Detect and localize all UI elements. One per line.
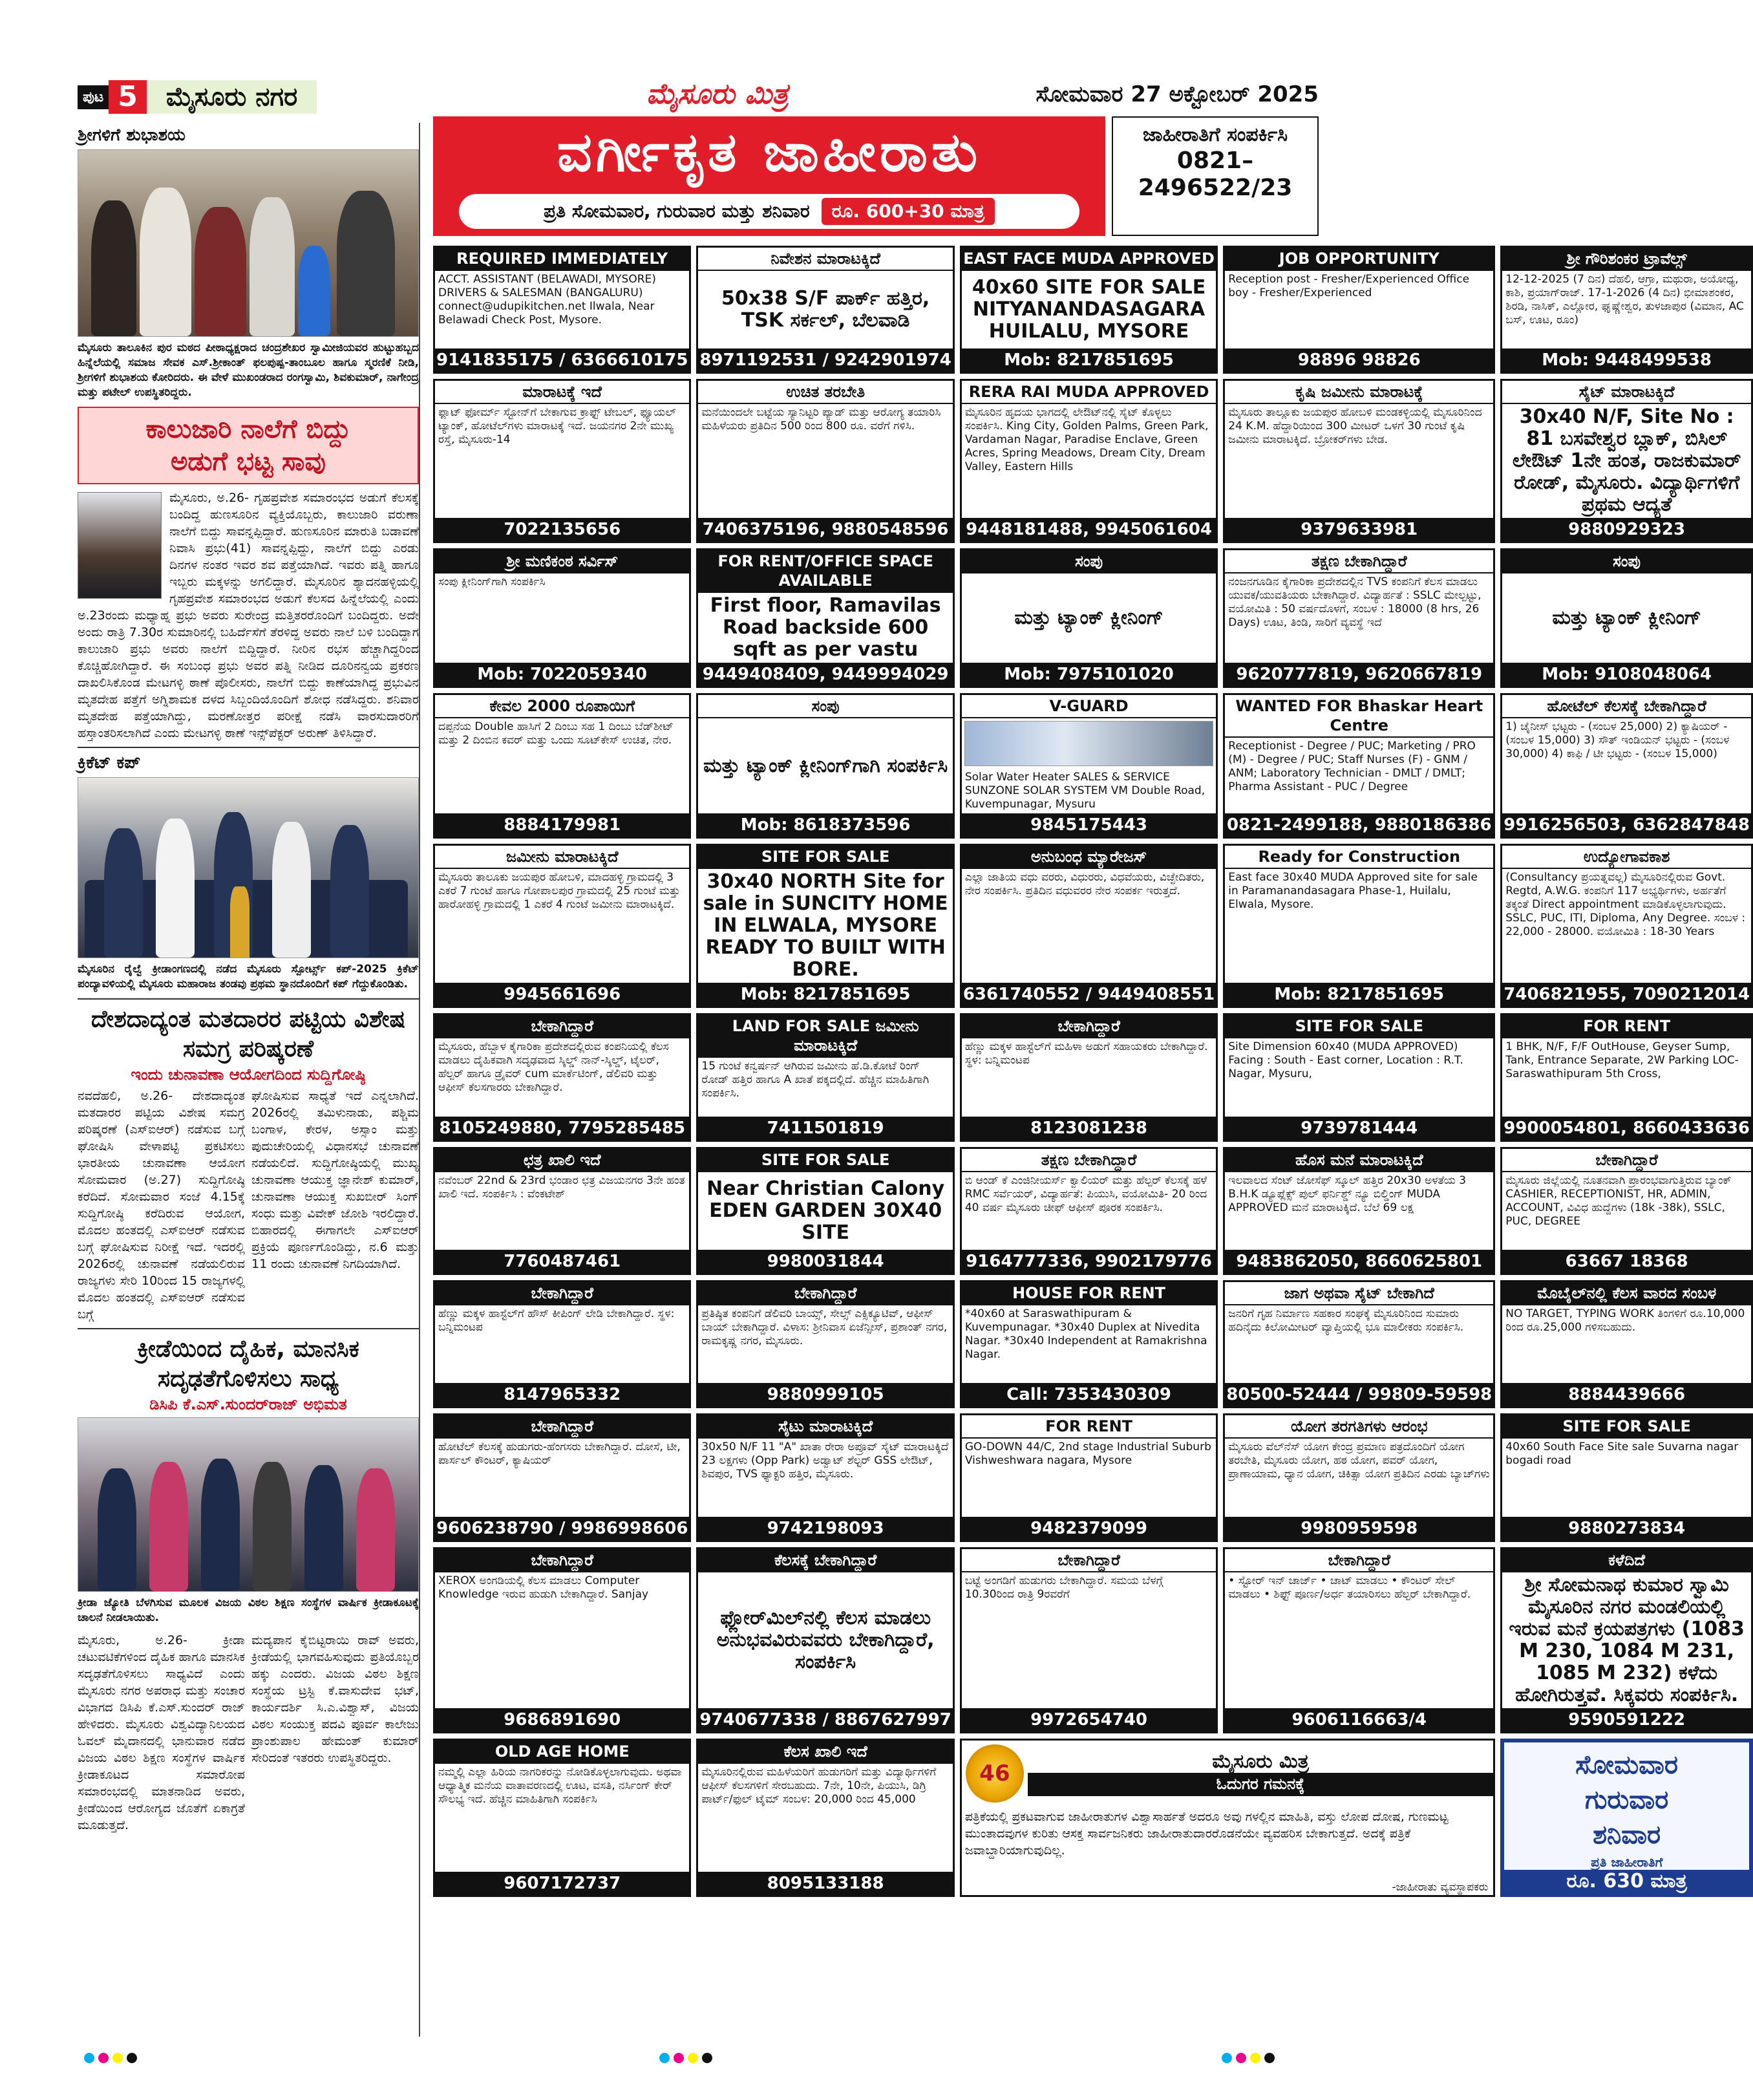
ad-phone: 9980031844 (698, 1250, 952, 1273)
ad-heading: ತಕ್ಷಣ ಬೇಕಾಗಿದ್ದಾರೆ (1225, 550, 1493, 573)
ad-heading: ಶ್ರೀ ಮಣಿಕಂಠ ಸರ್ವಿಸ್ (435, 550, 689, 573)
promo-day-1: ಸೋಮವಾರ (1575, 1750, 1679, 1780)
ad-phone: 0821-2499188, 9880186386 (1225, 813, 1493, 837)
ad-body: ಬಿ ಆಂಡ್ ಕೆ ಎಂಜಿನೀಯರ್ಸ್ ಕ್ವಾಲಿಯರ್ ಮತ್ತು ಹೆಲ್ಪರ್ ಕೆಲಸಕ್ಕೆ ಹಳೆ RMC ಸರ್ವೆಯರ್, ವಿದ್ಯಾರ್ಹತೆ: ಪಿಯುಸಿ, ವಯೋಮಿತಿ- 20 ರಿಂದ 40 ವರ್ಷ ಮೈಸೂರು ಚೀಫ್ ಆಫೀಸ್ ಪೂರಕ ಸಂಪರ್ಕಿಸಿ. (964, 1173, 1207, 1214)
ad-heading: SITE FOR SALE (698, 846, 952, 869)
headline-box (78, 407, 419, 484)
classifieds-schedule (459, 194, 1079, 229)
classified-ad (1500, 246, 1753, 374)
ad-body: GO-DOWN 44/C, 2nd stage Industrial Suburb Vishweshwara nagara, Mysore (964, 1441, 1211, 1468)
classified-ad (433, 1413, 691, 1541)
ad-phone: 9945661696 (435, 983, 689, 1006)
ad-body: Reception post - Fresher/Experienced Office boy - Fresher/Experienced (1228, 273, 1470, 299)
ad-heading: ಅನುಬಂಧ ಮ್ಯಾರೇಜಸ್ (962, 846, 1216, 869)
promo-label: ಪ್ರತಿ ಜಾಹೀರಾತಿಗೆ (1591, 1854, 1663, 1870)
classified-ad (1223, 548, 1495, 688)
ad-body: ಶ್ರೀ ಸೋಮನಾಥ ಕುಮಾರ ಸ್ವಾಮಿ ಮೈಸೂರಿನ ನಗರ ಮಂಡಲಿಯಲ್ಲಿ ಇರುವ ಮನೆ ಕ್ರಯಪತ್ರಗಳು (1083 M 230, 1084 M 231, 1085 M 232) ಕಳೆದು ಹೋಗಿರುತ್ತವೆ. ಸಿಕ್ಕವರು ಸಂಪರ್ಕಿಸಿ. (1509, 1573, 1745, 1706)
ad-heading: ಮೊಬೈಲ್‌ನಲ್ಲಿ ಕೆಲಸ ವಾರದ ಸಂಬಳ (1502, 1282, 1751, 1305)
ad-heading: ಕೆಲಸ ಖಾಲಿ ಇದೆ (698, 1741, 952, 1764)
classified-ad (1223, 844, 1495, 1008)
ad-body: ಮೈಸೂರು ಜಿಲ್ಲೆಯಲ್ಲಿ ನೂತನವಾಗಿ ಪ್ರಾರಂಭವಾಗುತ್ತಿರುವ ಬ್ಯಾಂಕ್ CASHIER, RECEPTIONIST, HR, ADMIN, ACCOUNT, ವಿವಿಧ ಹುದ್ದೆಗಳು (18k -38k), SSLC, PUC, DEGREE (1505, 1173, 1732, 1228)
ad-body: ಮೈಸೂರಿನ ಹೃದಯ ಭಾಗದಲ್ಲಿ ಲೇಔಟ್‌ನಲ್ಲಿ ಸೈಟ್ ಕೊಳ್ಳಲು ಸಂಪರ್ಕಿಸಿ. King City, Golden Palms, Green Park, Vardaman Nagar, Paradise Enclave, Green Acres, Spring Meadows, Dream City, Dream Valley, Eastern Hills (964, 406, 1209, 474)
classified-ad (960, 379, 1218, 543)
ad-heading: ಕೃಷಿ ಜಮೀನು ಮಾರಾಟಕ್ಕೆ (1225, 381, 1493, 404)
ad-heading: JOB OPPORTUNITY (1225, 248, 1493, 271)
subheadline: ಇಂದು ಚುನಾವಣಾ ಆಯೋಗದಿಂದ ಸುದ್ದಿಗೋಷ್ಠಿ (131, 1066, 366, 1084)
classified-ad (960, 1147, 1218, 1275)
classified-ad (1500, 1413, 1753, 1541)
ad-heading: LAND FOR SALE ಜಮೀನು ಮಾರಾಟಕ್ಕಿದೆ (698, 1015, 952, 1058)
ad-phone: Mob: 9108048064 (1502, 663, 1751, 686)
ad-heading: V-GUARD (962, 695, 1216, 718)
article-body: ಮೈಸೂರು, ಅ.26- ಕ್ರೀಡಾ ಚಟುವಟಿಕೆಗಳಿಂದ ದೈಹಿಕ ಹಾಗೂ ಮಾನಸಿಕ ಸದೃಢತೆಗೊಳಿಸಲು ಸಾಧ್ಯವಿದೆ ಎಂದು ಮೈಸೂರು ನಗರ ಅಪರಾಧ ಮತ್ತು ಸಂಚಾರ ವಿಭಾಗದ ಡಿಸಿಪಿ ಕೆ.ಎಸ್.ಸುಂದರ್ ರಾಜ್ ಹೇಳಿದರು. ಮೈಸೂರು ವಿಶ್ವವಿದ್ಯಾನಿಲಯದ ಓವಲ್ ಮೈದಾನದಲ್ಲಿ ಭಾನುವಾರ ನಡೆದ ವಿಜಯ ವಿಠಲ ಶಿಕ್ಷಣ ಸಂಸ್ಥೆಗಳ ವಾರ್ಷಿಕ ಕ್ರೀಡಾಕೂಟದ ಸಮಾರೋಪ ಸಮಾರಂಭದಲ್ಲಿ ಮಾತನಾಡಿದ ಅವರು, ಕ್ರೀಡೆಯಿಂದ ಆರೋಗ್ಯದ ಜೊತೆಗೆ ಏಕಾಗ್ರತೆ ಮೂಡುತ್ತದೆ. (78, 1633, 245, 1832)
ad-heading: ತಕ್ಷಣ ಬೇಕಾಗಿದ್ದಾರೆ (962, 1149, 1216, 1172)
schedule-days: ಪ್ರತಿ ಸೋಮವಾರ, ಗುರುವಾರ ಮತ್ತು ಶನಿವಾರ (544, 200, 810, 222)
classified-ad (433, 693, 691, 839)
ad-heading: ಸಂಪು (698, 695, 952, 718)
classified-ad (960, 1013, 1218, 1141)
classified-ad (696, 1413, 954, 1541)
ad-phone: 7406375196, 9880548596 (698, 518, 952, 541)
solar-heater-image (964, 721, 1213, 766)
ad-heading: WANTED FOR Bhaskar Heart Centre (1225, 695, 1493, 738)
classifieds-banner (433, 116, 1319, 236)
classified-ad (696, 844, 954, 1008)
ad-body: 30x40 NORTH Site for sale in SUNCITY HOME IN ELWALA, MYSORE READY TO BUILT WITH BORE. (703, 870, 948, 981)
classified-ad (1223, 246, 1495, 374)
ad-body: ಎಲ್ಲಾ ಜಾತಿಯ ವಧು ವರರು, ವಿಧುರರು, ವಿಧವೆಯರು, ವಿಚ್ಛೇದಿತರು, ನೇರ ಸಂಪರ್ಕಿಸಿ. ಪ್ರತಿದಿನ ವಧುವರರ ನೇರ ಸಂಪರ್ಕ ಇರುತ್ತದೆ. (964, 871, 1205, 898)
ad-body: Site Dimension 60x40 (MUDA APPROVED) Facing : South - East corner, Location : R.T. Nagar, Mysuru, (1228, 1040, 1463, 1081)
ad-heading: ಶ್ರೀ ಗೌರಿಶಂಕರ ಟ್ರಾವೆಲ್ಸ್ (1502, 248, 1751, 271)
promo-day-3: ಶನಿವಾರ (1593, 1819, 1661, 1850)
classified-ad (960, 548, 1218, 688)
classified-ad (1223, 379, 1495, 543)
ad-heading: ಕೇವಲ 2000 ರೂಪಾಯಿಗೆ (435, 695, 689, 718)
article-body: ಮೈಸೂರು, ಅ.26- ಗೃಹಪ್ರವೇಶ ಸಮಾರಂಭದ ಅಡುಗೆ ಕೆಲಸಕ್ಕೆ ಬಂದಿದ್ದ ಹುಣಸೂರಿನ ವ್ಯಕ್ತಿಯೊಬ್ಬರು, ಕಾಲುಜಾರಿ ವರುಣಾ ನಾಲೆಗೆ ಬಿದ್ದು ಸಾವನ್ನಪ್ಪಿದ್ದಾರೆ. ಹುಣಸೂರಿನ ಮಾರುತಿ ಬಡಾವಣೆ ನಿವಾಸಿ ಪ್ರಭು(41) ಸಾವನ್ನಪ್ಪಿದ್ದು, ನಾಲೆಗೆ ಬಿದ್ದು ಎರಡು ದಿನಗಳ ನಂತರ ಇವರ ಶವ ಪತ್ತೆಯಾಗಿದೆ. ಇವರು ಪತ್ನಿ ಹಾಗೂ ಇಬ್ಬರು ಮಕ್ಕಳನ್ನು ಅಗಲಿದ್ದಾರೆ. ಮೈಸೂರಿನ ಶ್ಯಾದನಹಳ್ಳಿಯಲ್ಲಿ ಗೃಹಪ್ರವೇಶ ಸಮಾರಂಭದ ಅಡುಗೆ ಕೆಲಸದ ಹಿನ್ನೆಲೆಯಲ್ಲಿ ಎಂದು ಅ.23ರಂದು ಮಧ್ಯಾಹ್ನ ಪ್ರಭು ಅವರು ಸುರೇಂದ್ರ ಮತ್ತಿತರರೊಂದಿಗೆ ಬಂದಿದ್ದರು. ಅದೇ ಅಂದು ರಾತ್ರಿ 7.30ರ ಸುಮಾರಿನಲ್ಲಿ ಬಹಿರ್ದೆಸೆಗೆ ತೆರಳಿದ್ದ ಅವರು ನಾಲೆ ಬಳಿ ಬಂದಿದ್ದಾಗ ಕಾಲುಜಾರಿ ಪ್ರಭು ಅವರು ನಾಲೆಗೆ ಬಿದ್ದಿದ್ದಾರೆ. ನೀರಿನ ರಭಸ ಹೆಚ್ಚಾಗಿದ್ದರಿಂದ ಕೊಚ್ಚಿಹೋಗಿದ್ದಾರೆ. ಈ ಸಂಬಂಧ ಪ್ರಭು ಅವರ ಪತ್ನಿ ನೀಡಿದ ದೂರಿನನ್ವಯ ಪ್ರಕರಣ ದಾಖಲಿಸಿಕೊಂಡ ಮೇಟಗಳ್ಳಿ ಠಾಣೆ ಪೊಲೀಸರು, ನಾಲೆಗೆ ಬಿದ್ದು ಕಾಣೆಯಾಗಿದ್ದ ಪ್ರಭುವಿನ ಮೃತದೇಹ ಪತ್ತೆಗೆ ಅಗ್ನಿಶಾಮಕ ದಳದ ಸಿಬ್ಬಂದಿಯೊಂದಿಗೆ ಶೋಧ ನಡೆಸಿದ್ದರು. ಶನಿವಾರ ಮೃತದೇಹ ಪತ್ತೆಯಾಗಿದ್ದು, ಮರಣೋತ್ತರ ಪರೀಕ್ಷೆ ನಡೆಸಿ ವಾರಸುದಾರರಿಗೆ ಹಸ್ತಾಂತರಿಸಲಾಗಿದೆ ಎಂದು ಮೇಟಗಳ್ಳಿ ಠಾಣೆ ಇನ್ಸ್‌ಪೆಕ್ಟರ್ ಅರುಣ್ ತಿಳಿಸಿದ್ದಾರೆ. (78, 491, 419, 740)
registration-marks (659, 2053, 712, 2063)
classified-ad (696, 1013, 954, 1141)
classified-ad (1500, 379, 1753, 543)
headline-line-2: ಅಡುಗೆ ಭಟ್ಟ ಸಾವು (171, 447, 326, 477)
ad-phone: 8095133188 (698, 1872, 952, 1895)
ad-heading: OLD AGE HOME (435, 1741, 689, 1764)
registration-marks (84, 2053, 137, 2063)
story-kicker: ಕ್ರಿಕೆಟ್ ಕಪ್ (78, 753, 141, 773)
section-name: ಮೈಸೂರು ನಗರ (147, 80, 317, 114)
ad-body: 15 ಗುಂಟೆ ಕನ್ವರ್ಷನ್ ಆಗಿರುವ ಜಮೀನು ಹೆ.ಡಿ.ಕೋಟೆ ರಿಂಗ್ ರೋಡ್ ಹತ್ತಿರ ಹಾಗೂ A ಖಾತೆ ಪಕ್ಕದಲ್ಲಿದೆ. ಹೆಚ್ಚಿನ ಮಾಹಿತಿಗಾಗಿ ಸಂಪರ್ಕಿಸಿ. (701, 1060, 930, 1100)
ad-phone: 9845175443 (962, 813, 1216, 837)
article-body: ನವದೆಹಲಿ, ಅ.26- ದೇಶದಾದ್ಯಂತ ಮತದಾರರ ಪಟ್ಟಿಯ ವಿಶೇಷ ಸಮಗ್ರ ಪರಿಷ್ಕರಣೆ (ಎಸ್‌ಐಆರ್) ನಡೆಸುವ ಬಗ್ಗೆ ಘೋಷಿಸಿ ವೇಳಾಪಟ್ಟಿ ಪ್ರಕಟಿಸಲು ಭಾರತೀಯ ಚುನಾವಣಾ ಆಯೋಗ ಸೋಮವಾರ (ಅ.27) ಸುದ್ದಿಗೋಷ್ಠಿ ಕರೆದಿದೆ. ಸೋಮವಾರ ಸಂಜೆ 4.15ಕ್ಕೆ ಸುದ್ದಿಗೋಷ್ಠಿ ಕರೆದಿರುವ ಆಯೋಗ, ಮೊದಲ ಹಂತದಲ್ಲಿ ಎಸ್‌ಐಆರ್ ನಡೆಸುವ ಬಗ್ಗೆ ಘೋಷಿಸುವ ನಿರೀಕ್ಷೆ ಇದೆ. ಇದರಲ್ಲಿ 2026ರಲ್ಲಿ ಚುನಾವಣೆ ನಡೆಯಲಿರುವ ರಾಜ್ಯಗಳು ಸೇರಿ 10ರಿಂದ 15 ರಾಜ್ಯಗಳಲ್ಲಿ ಮೊದಲ ಹಂತದಲ್ಲಿ ಎಸ್‌ಐಆರ್ ನಡೆಸುವ ಬಗ್ಗೆ (78, 1089, 245, 1322)
ad-heading: ಬೇಕಾಗಿದ್ದಾರೆ (1502, 1149, 1751, 1172)
ad-heading: ಸೈಟ್ ಮಾರಾಟಕ್ಕಿದೆ (1502, 381, 1751, 404)
classified-ad (1223, 1147, 1495, 1275)
ad-body: 12-12-2025 (7 ದಿನ) ದೆಹಲಿ, ಆಗ್ರಾ, ಮಥುರಾ, ಅಯೋಧ್ಯ, ಕಾಶಿ, ಪ್ರಯಾಗ್‌ರಾಜ್. 17-1-2026 (4 ದಿನ) ಭೀಮಾಶಂಕರ, ಶಿರಡಿ, ನಾಸಿಕ್, ಎಲ್ಲೋರ, ಘೃಷ್ಣೇಶ್ವರ, ತುಳಜಾಪುರ (ವಿಮಾನ, AC ಬಸ್, ಊಟ, ರೂಂ) (1505, 273, 1744, 327)
classified-ad (1500, 1013, 1753, 1141)
ad-heading: ಕಳೆದಿದೆ (1502, 1549, 1751, 1572)
ad-body: ಮತ್ತು ಟ್ಯಾಂಕ್ ಕ್ಲೀನಿಂಗ್‌ಗಾಗಿ ಸಂಪರ್ಕಿಸಿ (703, 754, 948, 777)
classified-ad (696, 693, 954, 839)
ad-body: ACCT. ASSISTANT (BELAWADI, MYSORE) DRIVERS & SALESMAN (BANGALURU) connect@udupikitchen.net Ilwala, Near Belawadi Check Post, Mysore. (438, 273, 656, 327)
ad-phone: 9483862050, 8660625801 (1225, 1250, 1493, 1273)
ad-phone: 8884439666 (1502, 1383, 1751, 1406)
classified-ad (1500, 548, 1753, 688)
classifieds-title: ವರ್ಗೀಕೃತ ಜಾಹೀರಾತು (557, 120, 982, 184)
ad-heading: ಸಂಪು (1502, 550, 1751, 573)
headline: ಕ್ರೀಡೆಯಿಂದ ದೈಹಿಕ, ಮಾನಸಿಕ ಸದೃಢತೆಗೊಳಿಸಲು ಸಾಧ್ಯ (137, 1336, 359, 1392)
ad-heading: ಬೇಕಾಗಿದ್ದಾರೆ (435, 1015, 689, 1038)
ad-phone: Mob: 8618373596 (698, 813, 952, 837)
page-tag (78, 80, 317, 114)
ad-body: ಫ್ಲೋರ್‌ಮಿಲ್‌ನಲ್ಲಿ ಕೆಲಸ ಮಾಡಲು ಅನುಭವವಿರುವವರು ಬೇಕಾಗಿದ್ದಾರೆ, ಸಂಪರ್ಕಿಸಿ (716, 1606, 935, 1673)
classified-ad (960, 1547, 1218, 1733)
classified-ad (696, 1739, 954, 1897)
ad-body: ಮೈಸೂರು ತಾಲ್ಲೂಕು ಜಯಪುರ ಹೋಬಳಿ ಮಂಡಕಳ್ಳಿಯಲ್ಲಿ ಮೈಸೂರಿನಿಂದ 24 K.M. ಹೆದ್ದಾರಿಯಿಂದ 300 ಮೀಟರ್ ಒಳಗೆ 30 ಗುಂಟೆ ಕೃಷಿ ಜಮೀನು ಮಾರಾಟಕ್ಕಿದೆ. ಬ್ರೋಕರ್‌ಗಳು ಬೇಡ. (1228, 406, 1482, 447)
ad-body: ನವೆಂಬರ್ 22nd & 23rd ಭಂಡಾರ ಛತ್ರ ವಿಜಯನಗರ 3ನೇ ಹಂತ ಖಾಲಿ ಇದೆ. ಸಂಪರ್ಕಿಸಿ : ವೆಂಕಟೇಶ್ (438, 1173, 685, 1201)
ad-heading: ಹೋಟೆಲ್ ಕೆಲಸಕ್ಕೆ ಬೇಕಾಗಿದ್ದಾರೆ (1502, 695, 1751, 718)
ad-body: 40x60 South Face Site sale Suvarna nagar bogadi road (1505, 1441, 1739, 1468)
classified-ad (433, 246, 691, 374)
anniversary-logo: 46 (966, 1744, 1024, 1803)
page-label: ಪುಟ (78, 85, 109, 109)
ad-phone: 9972654740 (962, 1708, 1216, 1731)
classified-ad (433, 1547, 691, 1733)
ad-heading: FOR RENT/OFFICE SPACE AVAILABLE (698, 550, 952, 593)
ad-body: 30x40 N/F, Site No : 81 ಬಸವೇಶ್ವರ ಬ್ಲಾಕ್, ಬಿಸಿಲ್ ಲೇಔಟ್ 1ನೇ ಹಂತ, ರಾಜಕುಮಾರ್ ರೋಡ್, ಮೈಸೂರು. ವಿದ್ಯಾರ್ಥಿಗಳಿಗೆ ಪ್ರಥಮ ಆದ್ಯತೆ (1512, 405, 1741, 517)
ad-body: 1 BHK, N/F, F/F OutHouse, Geyser Sump, Tank, Entrance Separate, 2W Parking LOC-Saraswathipuram 5th Cross, (1505, 1040, 1739, 1081)
classified-ad (696, 1280, 954, 1408)
ad-phone: 7022135656 (435, 518, 689, 541)
ad-phone: 8884179981 (435, 813, 689, 837)
ad-phone: 9482379099 (962, 1517, 1216, 1540)
ad-phone: 8147965332 (435, 1383, 689, 1406)
ad-phone: 9590591222 (1502, 1708, 1751, 1731)
ad-body: ನಂಜನಗೂಡಿನ ಕೈಗಾರಿಕಾ ಪ್ರದೇಶದಲ್ಲಿನ TVS ಕಂಪನಿಗೆ ಕೆಲಸ ಮಾಡಲು ಯುವಕ/ಯುವತಿಯರು ಬೇಕಾಗಿದ್ದಾರೆ. ವಿದ್ಯಾರ್ಹತೆ : SSLC ಮೇಲ್ಪಟ್ಟು, ವಯೋಮಿತಿ : 50 ವರ್ಷದೊಳಗೆ, ಸಂಬಳ : 18000 (8 hrs, 26 Days) ಊಟ, ತಿಂಡಿ, ಸಾರಿಗೆ ವ್ಯವಸ್ಥೆ ಇದೆ (1228, 575, 1482, 630)
ad-heading: ಸೈಟು ಮಾರಾಟಕ್ಕಿದೆ (698, 1415, 952, 1439)
classified-ad (1500, 1280, 1753, 1408)
ad-heading: ಬೇಕಾಗಿದ್ದಾರೆ (962, 1549, 1216, 1572)
ad-phone: 9880999105 (698, 1383, 952, 1406)
ad-heading: ಜಮೀನು ಮಾರಾಟಕ್ಕಿದೆ (435, 846, 689, 869)
pricing-promo (1500, 1739, 1753, 1897)
ad-phone: Mob: 7975101020 (962, 663, 1216, 686)
classified-ad (1500, 1147, 1753, 1275)
classified-ad (433, 1739, 691, 1897)
classified-ad (696, 548, 954, 688)
ad-heading: ಯೋಗ ತರಗತಿಗಳು ಆರಂಭ (1225, 1415, 1493, 1439)
victim-portrait (78, 492, 162, 599)
ad-body: ಹೆಣ್ಣು ಮಕ್ಕಳ ಹಾಸ್ಟೆಲ್‌ಗೆ ಹೌಸ್ ಕೀಪಿಂಗ್ ಲೇಡಿ ಬೇಕಾಗಿದ್ದಾರೆ. ಸ್ಥಳ: ಬನ್ನಿಮಂಟಪ (438, 1307, 675, 1334)
ad-phone: 9606116663/4 (1225, 1708, 1493, 1731)
headline-line-1: ಕಾಲುಜಾರಿ ನಾಲೆಗೆ ಬಿದ್ದು (145, 414, 351, 444)
classified-ad (696, 1547, 954, 1733)
news-photo (78, 149, 419, 337)
ad-body: XEROX ಅಂಗಡಿಯಲ್ಲಿ ಕೆಲಸ ಮಾಡಲು Computer Knowledge ಇರುವ ಹುಡುಗಿ ಬೇಕಾಗಿದ್ದಾರೆ. Sanjay (438, 1574, 649, 1601)
classified-ad (960, 693, 1218, 839)
classified-ad (960, 1413, 1218, 1541)
classified-ad (1500, 844, 1753, 1008)
ad-phone: 9880929323 (1502, 518, 1751, 541)
ad-phone: 9740677338 / 8867627997 (698, 1708, 952, 1731)
ad-body: ಮೈಸೂರು ತಾಲೂಕು ಜಯಪುರ ಹೋಬಳಿ, ಮಾದಹಳ್ಳಿ ಗ್ರಾಮದಲ್ಲಿ 3 ಎಕರೆ 7 ಗುಂಟೆ ಹಾಗೂ ಗೋಪಾಲಪುರ ಗ್ರಾಮದಲ್ಲಿ 25 ಗುಂಟೆ ಮತ್ತು ಹಾರೋಹಳ್ಳಿ ಗ್ರಾಮದಲ್ಲಿ 1 ಎಕರೆ 4 ಗುಂಟೆ ಜಮೀನು ಮಾರಾಟಕ್ಕಿದೆ. (438, 871, 680, 912)
classified-ad (433, 379, 691, 543)
ad-heading: Ready for Construction (1225, 846, 1493, 869)
article-body: ಮದ್ಯಪಾನ ಕೈಬಿಟ್ಟರಾಯಿ ರಾವ್ ಅವರು, ಕ್ರೀಡೆಯಲ್ಲಿ ಭಾಗವಹಿಸುವುದು ಪ್ರತಿಯೊಬ್ಬರ ಹಕ್ಕು ಎಂದರು. ವಿಜಯ ವಿಠಲ ಶಿಕ್ಷಣ ಸಂಸ್ಥೆಯ ಟ್ರಸ್ಟಿ ಕೆ.ವಾಸುದೇವ ಭಟ್, ಕಾರ್ಯದರ್ಶಿ ಸಿ.ಎ.ವಿಶ್ವಾಸ್, ವಿಜಯ ವಿಠಲ ಸಂಯುಕ್ತ ಪದವಿ ಪೂರ್ವ ಕಾಲೇಜು ಪ್ರಾಂಶುಪಾಲ ಹೇಮಂತ್ ಕುಮಾರ್ ಸೇರಿದಂತೆ ಇತರರು ಉಪಸ್ಥಿತರಿದ್ದರು. (251, 1633, 419, 1765)
ad-body: • ಸ್ಟೋರ್ ಇನ್ ಚಾರ್ಜ್ • ಚಾಟ್ ಮಾಡಲು • ಕೌಂಟರ್ ಸೇಲ್ ಮಾಡಲು • ಶಿಫ್ಟ್ ಪೂರ್ಣ/ಅರ್ಧ ತಯಾರಿಸಲು ಹೆಲ್ಪರ್ ಬೇಕಾಗಿದ್ದಾರೆ. (1228, 1574, 1471, 1601)
classified-ad (433, 548, 691, 688)
ad-heading: ಬೇಕಾಗಿದ್ದಾರೆ (435, 1549, 689, 1572)
ad-phone: 9880273834 (1502, 1517, 1751, 1540)
classified-ad (1500, 1547, 1753, 1733)
ad-body: ಮೈಸೂರು ವೆಲ್‌ನೆಸ್ ಯೋಗ ಕೇಂದ್ರ ಪ್ರಮಾಣ ಪತ್ರದೊಂದಿಗೆ ಯೋಗ ತರಬೇತಿ, ಮೈಸೂರು ಯೋಗ, ಹಠ ಯೋಗ, ಪವರ್ ಯೋಗ, ಪ್ರಾಣಾಯಾಮ, ಧ್ಯಾನ ಯೋಗ, ಚಿಕಿತ್ಸಾ ಯೋಗ ಪ್ರತಿದಿನ ಎರಡು ಬ್ಯಾಚ್‌ಗಳು (1228, 1441, 1490, 1481)
ad-body: ಮೈಸೂರು, ಹೆಬ್ಬಾಳ ಕೈಗಾರಿಕಾ ಪ್ರದೇಶದಲ್ಲಿರುವ ಕಂಪನಿಯಲ್ಲಿ ಕೆಲಸ ಮಾಡಲು ದೈಹಿಕವಾಗಿ ಸದೃಢವಾದ ಸ್ಕಿಲ್ಡ್ ನಾನ್-ಸ್ಕಿಲ್ಡ್, ಟೈಲರ್, ಹೆಲ್ಪರ್ ಹಾಗೂ ಡ್ರೈವರ್ cum ಮಾರ್ಕೆಟಿಂಗ್, ಡೆಲಿವರಿ ಮತ್ತು ಆಫೀಸ್ ಕೆಲಸಗಾರರು ಬೇಕಾಗಿದ್ದಾರೆ. (438, 1040, 669, 1095)
ad-phone: 9686891690 (435, 1708, 689, 1731)
ad-heading: ಉಚಿತ ತರಬೇತಿ (698, 381, 952, 404)
ad-body: East face 30x40 MUDA Approved site for sale in Paramanandasagara Phase-1, Huilalu, Elwala, Mysore. (1228, 871, 1478, 912)
notice-body: ಪತ್ರಿಕೆಯಲ್ಲಿ ಪ್ರಕಟವಾಗುವ ಜಾಹೀರಾತುಗಳ ವಿಶ್ವಾಸಾರ್ಹತೆ ಅದರೂ ಅವು ಗಳಲ್ಲಿನ ಮಾಹಿತಿ, ವಸ್ತು ಲೋಪ ದೋಷ, ಗುಣಮಟ್ಟ ಮುಂತಾದವುಗಳ ಕುರಿತು ಆಸಕ್ತ ಸಾರ್ವಜನಿಕರು ಜಾಹೀರಾತುದಾರರೊಡನೆಯೇ ವ್ಯವಹರಿಸ ಬೇಕಾಗುತ್ತದೆ. ಅದಕ್ಕೆ ಪತ್ರಿಕೆ ಜವಾಬ್ದಾರಿಯಾಗುವುದಿಲ್ಲ. (964, 1809, 1449, 1858)
classified-ad (1500, 693, 1753, 839)
classified-ad (433, 1280, 691, 1408)
ad-heading: SITE FOR SALE (1502, 1415, 1751, 1439)
subheadline: ಡಿಸಿಪಿ ಕೆ.ಎಸ್.ಸುಂದರ್‌ರಾಜ್ ಅಭಿಮತ (149, 1395, 347, 1413)
ad-body: ಇಲವಾಲದ ಸೆಂಟ್ ಜೋಸೆಫ್ ಸ್ಕೂಲ್ ಹತ್ತಿರ 20x30 ಅಳತೆಯ 3 B.H.K ಡ್ಯೂಪ್ಲೆಕ್ಸ್ ಪುಲ್ ಫರ್ನಿಶ್ಡ್ ನ್ಯೂ ಬಿಲ್ಡಿಂಗ್ MUDA APPROVED ಮನೆ ಮಾರಾಟಕ್ಕಿದೆ. ಬೆಲೆ 69 ಲಕ್ಷ (1228, 1173, 1467, 1214)
ad-heading: ಛತ್ರ ಖಾಲಿ ಇದೆ (435, 1149, 689, 1172)
notice-title: ಓದುಗರ ಗಮನಕ್ಕೆ (1028, 1773, 1493, 1796)
classified-ad (433, 1147, 691, 1275)
classified-ad (1223, 1013, 1495, 1141)
classified-ad (960, 1280, 1218, 1408)
ad-heading: ಮಾರಾಟಕ್ಕೆ ಇದೆ (435, 381, 689, 404)
contact-phone: 2496522/23 (1138, 175, 1293, 201)
photo-caption: ಕ್ರೀಡಾ ಜ್ಯೋತಿ ಬೆಳಗಿಸುವ ಮೂಲಕ ವಿಜಯ ವಿಠಲ ಶಿಕ್ಷಣ ಸಂಸ್ಥೆಗಳ ವಾರ್ಷಿಕ ಕ್ರೀಡಾಕೂಟಕ್ಕೆ ಚಾಲನೆ ನೀಡಲಾಯಿತು. (78, 1596, 419, 1624)
ad-body: ಬಟ್ಟೆ ಅಂಗಡಿಗೆ ಹುಡುಗರು ಬೇಕಾಗಿದ್ದಾರೆ. ಸಮಯ ಬೆಳಗ್ಗೆ 10.30ರಿಂದ ರಾತ್ರಿ 9ರವರೆಗೆ (964, 1574, 1163, 1601)
ad-body: ಮೈಸೂರಿನಲ್ಲಿರುವ ಮಹಿಳೆಯರಿಗೆ ಹುಡುಗರಿಗೆ ಮತ್ತು ವಿದ್ಯಾರ್ಥಿಗಳಿಗೆ ಆಫೀಸ್ ಕೆಲಸಗಳಿಗೆ ಸೇರಬಹುದು. 7ನೇ, 10ನೇ, ಪಿಯುಸಿ, ಡಿಗ್ರಿ ಪಾರ್ಟ್/ಫುಲ್ ಟೈಮ್ ಸಂಬಳ: 20,000 ರಿಂದ 45,000 (701, 1765, 937, 1806)
photo-caption: ಮೈಸೂರಿನ ರೈಲ್ವೆ ಕ್ರೀಡಾಂಗಣದಲ್ಲಿ ನಡೆದ ಮೈಸೂರು ಸ್ಪೋರ್ಟ್ಸ್ ಕಪ್-2025 ಕ್ರಿಕೆಟ್ ಪಂದ್ಯಾವಳಿಯಲ್ಲಿ ಮೈಸೂರು ಮಹಾರಾಜ ತಂಡವು ಪ್ರಥಮ ಸ್ಥಾನದೊಂದಿಗೆ ಕಪ್ ಗೆದ್ದುಕೊಂಡಿತು. (78, 963, 419, 991)
ad-phone: 9916256503, 6362847848 (1502, 813, 1751, 837)
ad-heading: EAST FACE MUDA APPROVED (962, 248, 1216, 271)
article-body: ಘೋಷಿಸುವ ಸಾಧ್ಯತೆ ಇದೆ ಎನ್ನಲಾಗಿದೆ. 2026ರಲ್ಲಿ ತಮಿಳುನಾಡು, ಪಶ್ಚಿಮ ಬಂಗಾಳ, ಕೇರಳ, ಅಸ್ಸಾಂ ಮತ್ತು ಪುದುಚೇರಿಯಲ್ಲಿ ವಿಧಾನಸಭೆ ಚುನಾವಣೆ ನಡೆಯಲಿದೆ. ಸುದ್ದಿಗೋಷ್ಠಿಯಲ್ಲಿ ಮುಖ್ಯ ಚುನಾವಣಾ ಆಯುಕ್ತ ಜ್ಞಾನೇಶ್ ಕುಮಾರ್, ಚುನಾವಣಾ ಆಯುಕ್ತ ಸುಖಬೀರ್ ಸಿಂಗ್ ಸಂಧು ಮತ್ತು ವಿವೇಕ್ ಜೋಶಿ ಇರಲಿದ್ದಾರೆ. ಬಿಹಾರದಲ್ಲಿ ಈಗಾಗಲೇ ಎಸ್‌ಐಆರ್ ಪ್ರಕ್ರಿಯೆ ಪೂರ್ಣಗೊಂಡಿದ್ದು, ನ.6 ಮತ್ತು 11 ರಂದು ಚುನಾವಣೆ ನಿಗದಿಯಾಗಿದೆ. (251, 1089, 419, 1271)
ad-body: 40x60 SITE FOR SALE NITYANANDASAGARA HUILALU, MYSORE (972, 276, 1206, 343)
readers-notice (960, 1739, 1495, 1897)
notice-brand: ಮೈಸೂರು ಮಿತ್ರ (1212, 1750, 1309, 1773)
ad-phone: 9620777819, 9620667819 (1225, 663, 1493, 686)
ad-heading: ಬೇಕಾಗಿದ್ದಾರೆ (1225, 1549, 1493, 1572)
ad-heading: FOR RENT (962, 1415, 1216, 1439)
story-kicker: ಶ್ರೀಗಳಿಗೆ ಶುಭಾಶಯ (78, 125, 186, 145)
ad-phone: 9164777336, 9902179776 (962, 1250, 1216, 1273)
ad-heading: ಬೇಕಾಗಿದ್ದಾರೆ (698, 1282, 952, 1305)
promo-price: ರೂ. 630 ಮಾತ್ರ (1504, 1870, 1749, 1893)
classified-ad (960, 844, 1218, 1008)
news-column (78, 123, 420, 2037)
contact-prefix: 0821– (1176, 147, 1254, 174)
classified-ad (1223, 693, 1495, 839)
ad-heading: HOUSE FOR RENT (962, 1282, 1216, 1305)
classified-ad (696, 1147, 954, 1275)
ad-phone: Mob: 8217851695 (962, 348, 1216, 372)
ad-body: Near Christian Calony EDEN GARDEN 30X40 SITE (707, 1177, 945, 1244)
ad-heading: ಬೇಕಾಗಿದ್ದಾರೆ (962, 1015, 1216, 1038)
ad-body: (Consultancy ಪ್ರಯತ್ನವಲ್ಲ) ಮೈಸೂರಿನಲ್ಲಿರುವ Govt. Regtd, A.W.G. ಕಂಪನಿಗೆ 117 ಅಭ್ಯರ್ಥಿಗಳು, ಅರ್ಹತೆಗೆ ತಕ್ಕಂತೆ Direct appointment ಮಾಡಿಕೊಳ್ಳಲಾಗುವುದು. SSLC, PUC, ITI, Diploma, Any Degree. ಸಂಬಳ : 22,000 - 28000. ವಯೋಮಿತಿ : 18-30 Years (1505, 871, 1746, 939)
ad-heading: ಜಾಗ ಅಥವಾ ಸೈಟ್ ಬೇಕಾಗಿದೆ (1225, 1282, 1493, 1305)
classified-ad (433, 1013, 691, 1141)
ad-body: Receptionist - Degree / PUC; Marketing / PRO (M) - Degree / PUC; Staff Nurses (F) - GNM / ANM; Laboratory Technician - DMLT / DMLT; Pharma Assistant - PUC / Degree (1228, 740, 1476, 794)
ad-phone: 98896 98826 (1225, 348, 1493, 372)
ad-body: ಸಂಪು ಕ್ಲೀನಿಂಗ್‌ಗಾಗಿ ಸಂಪರ್ಕಿಸಿ (438, 575, 546, 589)
classified-ad (960, 246, 1218, 374)
ad-body: ಜನರಿಗೆ ಗೃಹ ನಿರ್ಮಾಣ ಸಹಕಾರ ಸಂಘಕ್ಕೆ ಮೈಸೂರಿನಿಂದ ಸುಮಾರು ಹದಿನೈದು ಕಿಲೋಮೀಟರ್ ವ್ಯಾಪ್ತಿಯಲ್ಲಿ ಭೂ ಮಾಲೀಕರು ಸಂಪರ್ಕಿಸಿ. (1228, 1307, 1464, 1334)
ad-phone: 9900054801, 8660433636 (1502, 1117, 1751, 1140)
ad-heading: FOR RENT (1502, 1015, 1751, 1038)
ad-heading: ಸಂಪು (962, 550, 1216, 573)
ad-phone: 9980959598 (1225, 1517, 1493, 1540)
headline: ದೇಶದಾದ್ಯಂತ ಮತದಾರರ ಪಟ್ಟಿಯ ವಿಶೇಷ ಸಮಗ್ರ ಪರಿಷ್ಕರಣೆ (91, 1006, 405, 1062)
classified-ad (696, 379, 954, 543)
ad-heading: SITE FOR SALE (698, 1149, 952, 1172)
ad-contact-box (1112, 116, 1319, 236)
ad-phone: Mob: 8217851695 (698, 983, 952, 1006)
ad-phone: 7406821955, 7090212014 (1502, 983, 1751, 1006)
ad-heading: ಕೆಲಸಕ್ಕೆ ಬೇಕಾಗಿದ್ದಾರೆ (698, 1549, 952, 1572)
ad-phone: 9449408409, 9449994029 (698, 663, 952, 686)
ad-heading: RERA RAI MUDA APPROVED (962, 381, 1216, 404)
ad-phone: 8971192531 / 9242901974 (698, 348, 952, 372)
ad-heading: ಬೇಕಾಗಿದ್ದಾರೆ (435, 1415, 689, 1439)
classified-ad (1223, 1547, 1495, 1733)
classified-ad (433, 844, 691, 1008)
ad-body: ಮತ್ತು ಟ್ಯಾಂಕ್ ಕ್ಲೀನಿಂಗ್ (1014, 606, 1163, 630)
ad-phone: 80500-52444 / 99809-59598 (1225, 1383, 1493, 1406)
ad-phone: 7411501819 (698, 1117, 952, 1140)
news-photo (78, 777, 419, 958)
ad-body: ದಪ್ಪನೆಯ Double ಹಾಸಿಗೆ 2 ದಿಂಬು ಸಹ 1 ದಿಂಬು ಬೆಡ್‌ಶೀಟ್ ಮತ್ತು 2 ದಿಂಬಿನ ಕವರ್ ಮತ್ತು ಒಂದು ಸೂಟ್‌ಕೇಸ್ ಉಚಿತ, ನೇರ. (438, 720, 674, 747)
page-number: 5 (109, 80, 147, 114)
ad-heading: ಬೇಕಾಗಿದ್ದಾರೆ (435, 1282, 689, 1305)
classified-ad (1223, 1413, 1495, 1541)
ad-body: First floor, Ramavilas Road backside 600 sqft as per vastu (710, 594, 941, 661)
ad-phone: Mob: 9448499538 (1502, 348, 1751, 372)
ad-body: 1) ಚೈನೀಸ್ ಭಟ್ಟರು - (ಸಂಬಳ 25,000) 2) ಕ್ಯಾಷಿಯರ್ - (ಸಂಬಳ 15,000) 3) ಸೌತ್ ಇಂಡಿಯನ್ ಭಟ್ಟರು - (ಸಂಬಳ 30,000) 4) ಕಾಫಿ / ಟೀ ಭಟ್ಟರು - (ಸಂಬಳ 15,000) (1505, 720, 1730, 761)
classified-ad (1223, 1280, 1495, 1408)
ad-body: 30x50 N/F 11 "A" ಖಾತಾ ರೇರಾ ಅಪ್ರೂವ್ ಸೈಟ್ ಮಾರಾಟಕ್ಕಿದೆ 23 ಲಕ್ಷಗಳು (Opp Park) ಅಡ್ವಾಟ್ ಶೆಲ್ಟರ್ GSS ಲೇಔಟ್, ಶಿವಪುರ, TVS ಫ್ಯಾಕ್ಟರಿ ಹತ್ತಿರ, ಮೈಸೂರು. (701, 1441, 949, 1481)
ad-phone: Mob: 8217851695 (1225, 983, 1493, 1006)
ad-phone: 9739781444 (1225, 1117, 1493, 1140)
ad-phone: 8123081238 (962, 1117, 1216, 1140)
ad-body: ಮತ್ತು ಟ್ಯಾಂಕ್ ಕ್ಲೀನಿಂಗ್ (1552, 606, 1701, 630)
ad-body: ಫ್ಲಾಟ್ ಫೋರ್ಮ್ ಸ್ಟೋನ್‌ಗೆ ಬೇಕಾಗುವ ಕ್ರಾಫ್ಟ್ ಟೇಬಲ್, ಫ್ಯೂಯಲ್ ಟ್ಯಾಂಕ್, ಹೋಟೆಲ್‌ಗಳು ಮಾರಾಟಕ್ಕೆ ಇದೆ. ಜಯನಗರ 2ನೇ ಮುಖ್ಯ ರಸ್ತೆ, ಮೈಸೂರು-14 (438, 406, 676, 447)
ad-body: Solar Water Heater SALES & SERVICE SUNZONE SOLAR SYSTEM VM Double Road, Kuvempunagar, Mysuru (964, 771, 1206, 811)
ad-body: ಮನೆಯಿಂದಲೇ ಬಟ್ಟೆಯ ಸ್ಯಾನಿಟ್ಟರಿ ಪ್ಯಾಡ್ ಮತ್ತು ಆರೋಗ್ಯ ತಯಾರಿಸಿ ಮಹಿಳೆಯರು ಪ್ರತಿದಿನ 500 ರಿಂದ 800 ರೂ. ವರೆಗೆ ಗಳಿಸಿ. (701, 406, 941, 433)
newspaper-logo: ಮೈಸೂರು ಮಿತ್ರ (646, 78, 789, 111)
ad-phone: 9607172737 (435, 1872, 689, 1895)
ad-heading: SITE FOR SALE (1225, 1015, 1493, 1038)
issue-date: ಸೋಮವಾರ 27 ಅಕ್ಟೋಬರ್ 2025 (1036, 81, 1319, 107)
ad-body: 50x38 S/F ಪಾರ್ಕ್ ಹತ್ತಿರ, TSK ಸರ್ಕಲ್, ಬೆಲವಾಡಿ (721, 287, 930, 332)
ad-heading: ಹೊಸ ಮನೆ ಮಾರಾಟಕ್ಕಿದೆ (1225, 1149, 1493, 1172)
ad-phone: Mob: 7022059340 (435, 663, 689, 686)
promo-day-2: ಗುರುವಾರ (1585, 1784, 1669, 1815)
ad-phone: 9448181488, 9945061604 (962, 518, 1216, 541)
contact-label: ಜಾಹೀರಾತಿಗೆ ಸಂಪರ್ಕಿಸಿ (1142, 123, 1288, 146)
ad-phone: 9606238790 / 9986998606 (435, 1517, 689, 1540)
ad-body: ನಮ್ಮಲ್ಲಿ ಎಲ್ಲಾ ಹಿರಿಯ ನಾಗರಿಕರನ್ನು ನೋಡಿಕೊಳ್ಳಲಾಗುವುದು. ಅಥವಾ ಆಧ್ಯಾತ್ಮಿಕ ಮನೆಯ ವಾತಾವರಣದಲ್ಲಿ ಊಟ, ವಸತಿ, ನರ್ಸಿಂಗ್ ಕೇರ್ ಸೌಲಭ್ಯ ಇದೆ. ಹೆಚ್ಚಿನ ಮಾಹಿತಿಗಾಗಿ ಸಂಪರ್ಕಿಸಿ (438, 1765, 682, 1806)
ad-heading: ಉದ್ಯೋಗಾವಕಾಶ (1502, 846, 1751, 869)
news-photo (78, 1417, 419, 1592)
ad-body: ಹೋಟೆಲ್ ಕೆಲಸಕ್ಕೆ ಹುಡುಗರು-ಹೆಂಗಸರು ಬೇಕಾಗಿದ್ದಾರೆ. ದೋಸೆ, ಟೀ, ಪಾರ್ಸಲ್ ಕೌಂಟರ್, ಕ್ಯಾಷಿಯರ್ (438, 1441, 681, 1468)
ad-phone: 7760487461 (435, 1250, 689, 1273)
registration-marks (1222, 2053, 1275, 2063)
ad-phone: 9379633981 (1225, 518, 1493, 541)
ad-phone: Call: 7353430309 (962, 1383, 1216, 1406)
photo-caption: ಮೈಸೂರು ತಾಲೂಕಿನ ಪುರ ಮಠದ ಪೀಠಾಧ್ಯಕ್ಷರಾದ ಚಂದ್ರಶೇಖರ ಸ್ವಾಮೀಜಿಯವರ ಹುಟ್ಟುಹಬ್ಬದ ಹಿನ್ನೆಲೆಯಲ್ಲಿ ಸಮಾಜ ಸೇವಕ ಎಸ್.ಶ್ರೀಕಾಂತ್ ಫಲಪುಷ್ಪ-ತಾಂಬೂಲ ಹಾಗೂ ಸ್ಮರಣಿಕೆ ನೀಡಿ, ಶ್ರೀಗಳಿಗೆ ಶುಭಾಶಯ ಕೋರಿದರು. ಈ ವೇಳೆ ಮುಖಂಡರಾದ ರಂಗಸ್ವಾಮಿ, ಶಿವಕುಮಾರ್, ನಾಗೇಂದ್ರ ಮತ್ತು ಪಟೇಲ್ ಉಪಸ್ಥಿತರಿದ್ದರು. (78, 341, 419, 399)
classified-ads-grid (433, 246, 1750, 2030)
ad-heading: REQUIRED IMMEDIATELY (435, 248, 689, 271)
ad-body: ಹೆಣ್ಣು ಮಕ್ಕಳ ಹಾಸ್ಟೆಲ್‌ಗೆ ಮಹಿಳಾ ಅಡುಗೆ ಸಹಾಯಕರು ಬೇಕಾಗಿದ್ದಾರೆ. ಸ್ಥಳ: ಬನ್ನಿಮಂಟಪ (964, 1040, 1208, 1067)
masthead (78, 78, 1319, 116)
ad-body: *40x60 at Saraswathipuram & Kuvempunagar. *30x40 Duplex at Nivedita Nagar. *30x40 Independent at Ramakrishna Nagar. (964, 1307, 1207, 1361)
classified-ad (696, 246, 954, 374)
ad-price: ರೂ. 600+30 ಮಾತ್ರ (822, 198, 995, 225)
ad-phone: 63667 18368 (1502, 1250, 1751, 1273)
ad-phone: 8105249880, 7795285485 (435, 1117, 689, 1140)
ad-body: ಪ್ರತಿಷ್ಠಿತ ಕಂಪನಿಗೆ ಡೆಲಿವರಿ ಬಾಯ್ಸ್, ಸೇಲ್ಸ್ ಎಕ್ಸಿಕ್ಯೂಟಿವ್, ಆಫೀಸ್ ಬಾಯ್ ಬೇಕಾಗಿದ್ದಾರೆ. ವಿಳಾಸ: ಶ್ರೀನಿವಾಸ ಏಜೆನ್ಸೀಸ್, ಪ್ರಶಾಂತ್ ನಗರ, ರಾಮಕೃಷ್ಣ ನಗರ, ಮೈಸೂರು. (701, 1307, 948, 1347)
ad-phone: 9742198093 (698, 1517, 952, 1540)
ad-body: NO TARGET, TYPING WORK ತಿಂಗಳಿಗೆ ರೂ.10,000 ರಿಂದ ರೂ.25,000 ಗಳಿಸಬಹುದು. (1505, 1307, 1745, 1334)
ad-phone: 6361740552 / 9449408551 (962, 983, 1216, 1006)
ad-phone: 9141835175 / 6366610175 (435, 348, 689, 372)
notice-signature: -ಜಾಹೀರಾತು ವ್ಯವಸ್ಥಾಪಕರು (1392, 1880, 1489, 1894)
ad-heading: ನಿವೇಶನ ಮಾರಾಟಕ್ಕಿದೆ (698, 248, 952, 271)
